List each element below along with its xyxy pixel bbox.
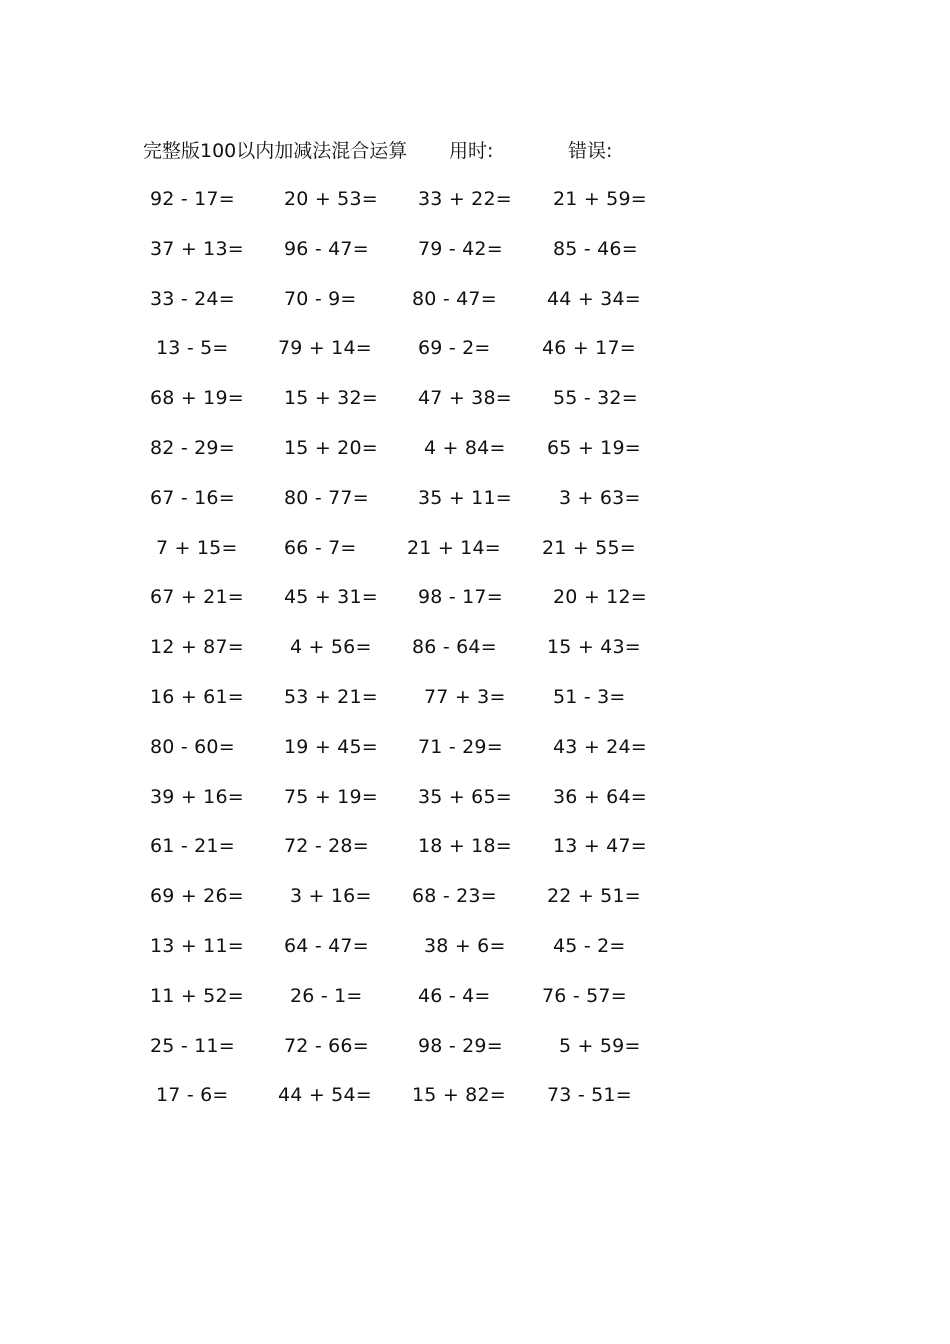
problem-row [0,533,950,583]
problem-row [0,931,950,981]
problem-item: 67 + 21= [150,586,244,609]
problem-item: 20 + 12= [553,586,647,609]
worksheet-title: 完整版100以内加减法混合运算 [143,140,408,162]
problem-item: 33 + 22= [418,188,512,210]
problem-item: 3 + 63= [559,486,641,509]
problem-item: 72 - 28= [284,835,369,858]
problem-item: 68 - 23= [412,885,497,908]
problem-item: 45 - 2= [553,934,626,957]
problem-item: 4 + 84= [424,436,506,459]
problem-item: 68 + 19= [150,387,244,410]
problem-item: 86 - 64= [412,636,497,659]
problem-row [0,383,950,433]
problem-row [0,732,950,782]
problem-item: 35 + 65= [418,785,512,808]
problem-item: 17 - 6= [156,1084,229,1107]
problem-row [0,682,950,732]
problem-item: 96 - 47= [284,237,369,260]
problem-item: 73 - 51= [547,1084,632,1107]
problem-item: 66 - 7= [284,536,357,559]
problem-row [0,1031,950,1081]
problem-item: 19 + 45= [284,735,378,758]
problem-item: 79 + 14= [278,337,372,360]
problem-item: 65 + 19= [547,436,641,459]
problem-item: 21 + 59= [553,188,647,210]
problem-item: 70 - 9= [284,287,357,310]
problem-item: 15 + 43= [547,636,641,659]
problem-item: 37 + 13= [150,237,244,260]
problem-item: 20 + 53= [284,188,378,210]
problem-item: 64 - 47= [284,934,369,957]
problem-row [0,782,950,832]
problem-item: 71 - 29= [418,735,503,758]
problem-item: 13 + 11= [150,934,244,957]
problem-item: 69 + 26= [150,885,244,908]
problem-item: 22 + 51= [547,885,641,908]
problem-row [0,284,950,334]
problem-item: 15 + 20= [284,436,378,459]
problem-item: 80 - 77= [284,486,369,509]
problem-item: 33 - 24= [150,287,235,310]
problem-row [0,433,950,483]
problem-item: 53 + 21= [284,685,378,708]
problem-item: 55 - 32= [553,387,638,410]
problem-row [0,333,950,383]
problem-item: 7 + 15= [156,536,238,559]
problem-item: 4 + 56= [290,636,372,659]
problem-item: 15 + 32= [284,387,378,410]
problem-item: 46 + 17= [542,337,636,360]
time-label: 用时: [449,140,494,162]
problem-item: 45 + 31= [284,586,378,609]
problem-item: 76 - 57= [542,984,627,1007]
problem-row [0,881,950,931]
worksheet-header [143,136,663,166]
problem-item: 44 + 54= [278,1084,372,1107]
problem-item: 92 - 17= [150,188,235,210]
problem-item: 39 + 16= [150,785,244,808]
problem-item: 75 + 19= [284,785,378,808]
problem-item: 13 + 47= [553,835,647,858]
problem-row [0,1080,950,1130]
problem-item: 13 - 5= [156,337,229,360]
problem-row [0,981,950,1031]
problem-item: 98 - 29= [418,1034,503,1057]
problem-item: 18 + 18= [418,835,512,858]
problem-item: 21 + 55= [542,536,636,559]
problem-item: 69 - 2= [418,337,491,360]
problem-row [0,582,950,632]
problem-row [0,632,950,682]
problem-item: 16 + 61= [150,685,244,708]
problem-item: 67 - 16= [150,486,235,509]
problem-item: 36 + 64= [553,785,647,808]
problem-item: 85 - 46= [553,237,638,260]
problem-item: 80 - 47= [412,287,497,310]
problem-item: 5 + 59= [559,1034,641,1057]
problem-item: 61 - 21= [150,835,235,858]
problem-item: 79 - 42= [418,237,503,260]
problem-item: 12 + 87= [150,636,244,659]
problem-item: 26 - 1= [290,984,363,1007]
problem-item: 77 + 3= [424,685,506,708]
problem-item: 98 - 17= [418,586,503,609]
problem-item: 72 - 66= [284,1034,369,1057]
problem-row [0,483,950,533]
problem-item: 80 - 60= [150,735,235,758]
problem-item: 47 + 38= [418,387,512,410]
problem-item: 25 - 11= [150,1034,235,1057]
problem-grid [0,184,950,1130]
problem-item: 46 - 4= [418,984,491,1007]
problem-item: 15 + 82= [412,1084,506,1107]
problem-item: 38 + 6= [424,934,506,957]
problem-item: 51 - 3= [553,685,626,708]
problem-row [0,184,950,234]
problem-row [0,831,950,881]
problem-item: 21 + 14= [407,536,501,559]
problem-item: 3 + 16= [290,885,372,908]
problem-item: 11 + 52= [150,984,244,1007]
problem-item: 43 + 24= [553,735,647,758]
error-label: 错误: [568,140,613,162]
problem-item: 44 + 34= [547,287,641,310]
problem-item: 82 - 29= [150,436,235,459]
problem-row [0,234,950,284]
problem-item: 35 + 11= [418,486,512,509]
